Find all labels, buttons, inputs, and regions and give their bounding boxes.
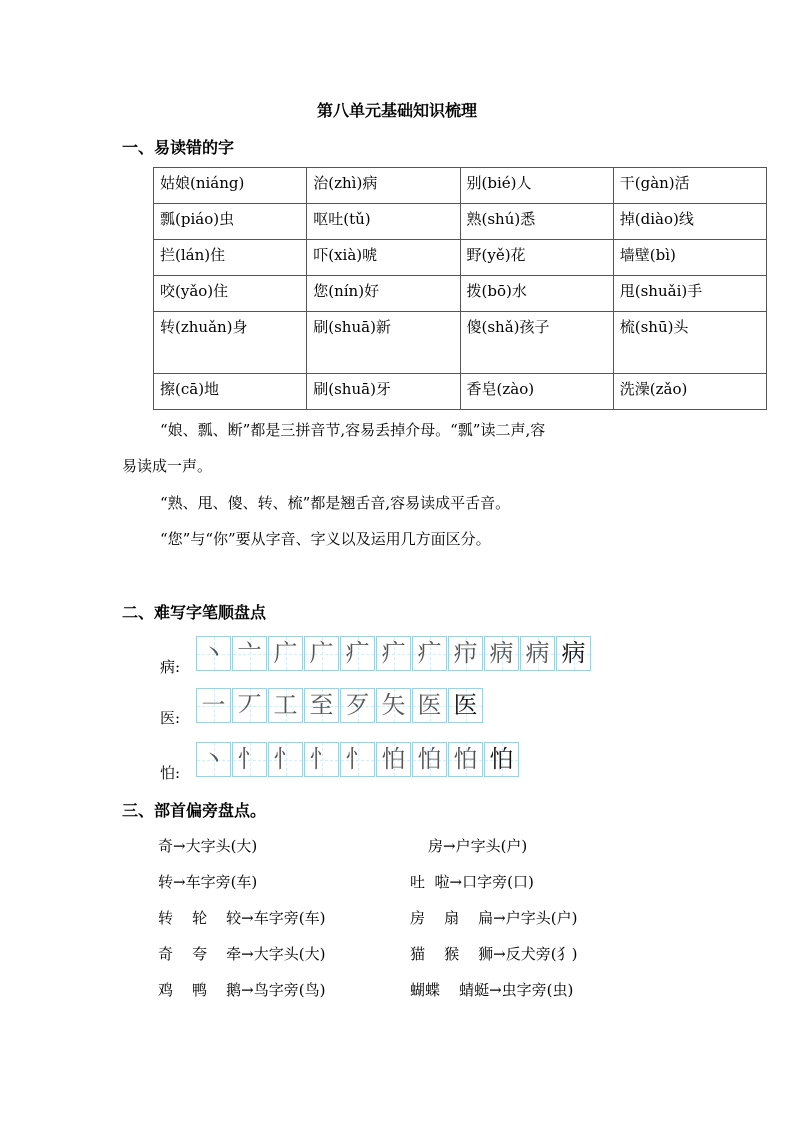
stroke-cell: 丶: [196, 636, 231, 671]
stroke-cell: 忄: [268, 742, 303, 777]
stroke-cell: 丶: [196, 742, 231, 777]
radical-line-2-right: 吐 啦→口字旁(口): [410, 873, 534, 891]
table-cell: 咬(yǎo)住: [154, 276, 307, 312]
stroke-cell: 怕: [412, 742, 447, 777]
radical-line-3-left: 转 轮 较→车字旁(车): [158, 909, 326, 927]
stroke-cell: 忄: [340, 742, 375, 777]
table-cell: 墙壁(bì): [613, 240, 766, 276]
stroke-cell: 疖: [448, 636, 483, 671]
stroke-grid-yi: [196, 688, 484, 723]
table-cell: 熟(shú)悉: [460, 204, 613, 240]
table-cell: 梳(shū)头: [613, 312, 766, 374]
table-cell: 干(gàn)活: [613, 168, 766, 204]
stroke-cell: 医: [412, 688, 447, 723]
stroke-cell: 忄: [304, 742, 339, 777]
table-cell: 傻(shǎ)孩子: [460, 312, 613, 374]
radical-line-4-right: 猫 猴 狮→反犬旁(犭): [410, 945, 578, 963]
stroke-cell: 医: [448, 688, 483, 723]
table-cell: 呕吐(tǔ): [307, 204, 460, 240]
table-cell: 拨(bō)水: [460, 276, 613, 312]
stroke-cell: 工: [268, 688, 303, 723]
stroke-label-yi: 医:: [160, 709, 181, 727]
stroke-cell: 一: [196, 688, 231, 723]
radical-line-1-left: 奇→大字头(大): [158, 837, 258, 855]
stroke-cell: 丆: [232, 688, 267, 723]
table-cell: 吓(xià)唬: [307, 240, 460, 276]
table-row: [154, 312, 767, 374]
table-row: [154, 204, 767, 240]
radical-line-5-left: 鸡 鸭 鹅→鸟字旁(鸟): [158, 981, 326, 999]
note-3: “熟、甩、傻、转、梳”都是翘舌音,容易读成平舌音。: [160, 494, 511, 512]
stroke-grid-bing: [196, 636, 592, 671]
stroke-cell: 病: [484, 636, 519, 671]
stroke-cell: 怕: [484, 742, 519, 777]
table-cell: 治(zhì)病: [307, 168, 460, 204]
misread-words-table: [153, 167, 767, 410]
table-row: [154, 276, 767, 312]
table-cell: 姑娘(niáng): [154, 168, 307, 204]
section1-heading: 一、易读错的字: [122, 138, 235, 157]
radical-line-3-right: 房 扇 扁→户字头(户): [410, 909, 578, 927]
stroke-cell: 矢: [376, 688, 411, 723]
stroke-cell: 病: [520, 636, 555, 671]
table-cell: 转(zhuǎn)身: [154, 312, 307, 374]
section2-heading: 二、难写字笔顺盘点: [122, 603, 267, 622]
stroke-grid-pa: [196, 742, 520, 777]
note-2: 易读成一声。: [122, 457, 213, 475]
radical-line-4-left: 奇 夸 牵→大字头(大): [158, 945, 326, 963]
stroke-cell: 疒: [412, 636, 447, 671]
table-cell: 您(nín)好: [307, 276, 460, 312]
radical-line-1-right: 房→户字头(户): [428, 837, 528, 855]
table-cell: 野(yě)花: [460, 240, 613, 276]
page-title: 第八单元基础知识梳理: [316, 101, 477, 120]
stroke-cell: 忄: [232, 742, 267, 777]
table-cell: 洗澡(zǎo): [613, 374, 766, 410]
table-cell: 别(bié)人: [460, 168, 613, 204]
table-cell: 瓢(piáo)虫: [154, 204, 307, 240]
stroke-cell: 亠: [232, 636, 267, 671]
stroke-cell: 怕: [376, 742, 411, 777]
radical-line-5-right: 蝴蝶 蜻蜓→虫字旁(虫): [410, 981, 574, 999]
note-1: “娘、瓢、断”都是三拼音节,容易丢掉介母。“瓢”读二声,容: [160, 421, 546, 439]
stroke-cell: 广: [304, 636, 339, 671]
table-row: [154, 240, 767, 276]
stroke-label-bing: 病:: [160, 658, 181, 676]
stroke-label-pa: 怕:: [160, 764, 181, 782]
radical-line-2-left: 转→车字旁(车): [158, 873, 258, 891]
stroke-cell: 病: [556, 636, 591, 671]
section3-heading: 三、部首偏旁盘点。: [122, 801, 267, 820]
table-cell: 擦(cā)地: [154, 374, 307, 410]
note-4: “您”与“你”要从字音、字义以及运用几方面区分。: [160, 530, 491, 548]
stroke-cell: 疒: [376, 636, 411, 671]
table-cell: 香皂(zào): [460, 374, 613, 410]
stroke-cell: 疒: [340, 636, 375, 671]
stroke-cell: 歹: [340, 688, 375, 723]
table-cell: 刷(shuā)新: [307, 312, 460, 374]
table-cell: 刷(shuā)牙: [307, 374, 460, 410]
stroke-cell: 广: [268, 636, 303, 671]
table-row: [154, 168, 767, 204]
stroke-cell: 怕: [448, 742, 483, 777]
table-cell: 掉(diào)线: [613, 204, 766, 240]
table-row: [154, 374, 767, 410]
table-cell: 拦(lán)住: [154, 240, 307, 276]
table-cell: 甩(shuǎi)手: [613, 276, 766, 312]
stroke-cell: 至: [304, 688, 339, 723]
